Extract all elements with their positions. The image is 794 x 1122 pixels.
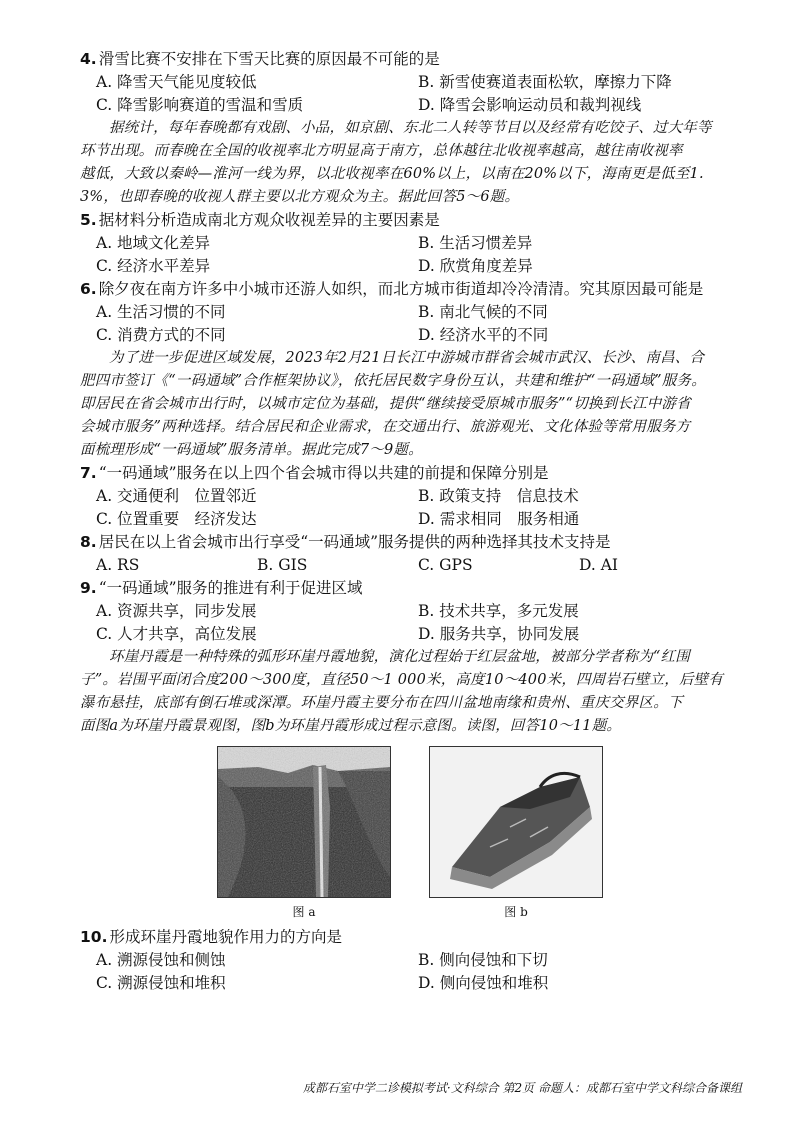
option-c: C. 人才共享，高位发展 xyxy=(96,625,257,643)
question-number: 8. xyxy=(80,533,97,551)
question-7-options xyxy=(80,485,740,531)
question-stem: 据材料分析造成南北方观众收视差异的主要因素是 xyxy=(98,211,440,229)
option-c: C. 降雪影响赛道的雪温和雪质 xyxy=(96,96,304,114)
option-a: A. 生活习惯的不同 xyxy=(96,303,226,321)
passage-danxia xyxy=(80,646,740,738)
option-b: B. 技术共享，多元发展 xyxy=(418,602,579,620)
passage-line: 瀑布悬挂，底部有倒石堆或深潭。环崖丹霞主要分布在四川盆地南缘和贵州、重庆交界区。下 xyxy=(80,695,683,711)
option-b: B. GIS xyxy=(257,556,308,574)
question-number: 5. xyxy=(80,211,97,229)
option-b: B. 南北气候的不同 xyxy=(418,303,548,321)
option-b: B. 新雪使赛道表面松软，摩擦力下降 xyxy=(418,73,672,91)
option-c: C. 位置重要 经济发达 xyxy=(96,510,257,528)
question-8 xyxy=(80,531,740,554)
question-6-options xyxy=(80,301,740,347)
question-number: 7. xyxy=(80,464,97,482)
option-b: B. 生活习惯差异 xyxy=(418,234,533,252)
option-d: D. 侧向侵蚀和堆积 xyxy=(418,974,549,992)
question-10-options xyxy=(80,949,740,995)
option-c: C. 溯源侵蚀和堆积 xyxy=(96,974,226,992)
passage-line: 即居民在省会城市出行时，以城市定位为基础，提供“继续接受原城市服务”“切换到长江中游省 xyxy=(80,396,691,412)
danxia-formation-diagram xyxy=(429,746,603,898)
question-5-options xyxy=(80,232,740,278)
option-a: A. 交通便利 位置邻近 xyxy=(96,487,257,505)
option-b: B. 政策支持 信息技术 xyxy=(418,487,579,505)
question-10 xyxy=(80,926,740,949)
question-number: 10. xyxy=(80,928,108,946)
question-8-options xyxy=(80,554,740,577)
passage-line: 面梳理形成“一码通域”服务清单。据此完成7～9题。 xyxy=(80,442,423,458)
question-7 xyxy=(80,462,740,485)
question-5 xyxy=(80,209,740,232)
option-d: D. 欣赏角度差异 xyxy=(418,257,533,275)
page-footer: 成都石室中学二诊模拟考试·文科综合 第2页 命题人：成都石室中学文科综合备课组 xyxy=(302,1081,742,1095)
passage-one-code xyxy=(80,347,740,462)
option-a: A. 降雪天气能见度较低 xyxy=(96,73,257,91)
option-c: C. 消费方式的不同 xyxy=(96,326,226,344)
page-content xyxy=(80,48,740,995)
option-a: A. 资源共享，同步发展 xyxy=(96,602,257,620)
option-d: D. 降雪会影响运动员和裁判视线 xyxy=(418,96,642,114)
option-d: D. 经济水平的不同 xyxy=(418,326,549,344)
passage-line: 面图a为环崖丹霞景观图，图b为环崖丹霞形成过程示意图。读图，回答10～11题。 xyxy=(80,718,622,734)
question-stem: 居民在以上省会城市出行享受“一码通域”服务提供的两种选择其技术支持是 xyxy=(98,533,611,551)
question-stem: “一码通域”服务的推进有利于促进区域 xyxy=(98,579,363,597)
passage-line: 子”。岩围平面闭合度200～300度，直径50～1 000米，高度10～400米，四周岩石壁立，后壁有 xyxy=(80,672,724,688)
passage-line: 3%，也即春晚的收视人群主要以北方观众为主。据此回答5～6题。 xyxy=(80,189,520,205)
option-a: A. RS xyxy=(96,556,140,574)
question-number: 9. xyxy=(80,579,97,597)
figure-a-caption: 图 a xyxy=(292,905,316,919)
figures-row xyxy=(80,746,740,920)
passage-line: 环崖丹霞是一种特殊的弧形环崖丹霞地貌，演化过程始于红层盆地，被部分学者称为“红围 xyxy=(109,649,690,665)
passage-line: 会城市服务”两种选择。结合居民和企业需求，在交通出行、旅游观光、文化体验等常用服务方 xyxy=(80,419,691,435)
passage-line: 越低，大致以秦岭—淮河一线为界，以北收视率在60%以上，以南在20%以下，海南更是低至1. xyxy=(80,166,704,182)
option-b: B. 侧向侵蚀和下切 xyxy=(418,951,548,969)
option-d: D. AI xyxy=(579,556,619,574)
passage-line: 环节出现。而春晚在全国的收视率北方明显高于南方，总体越往北收视率越高，越往南收视率 xyxy=(80,143,683,159)
passage-line: 肥四市签订《“一码通域”合作框架协议》，依托居民数字身份互认，共建和维护“一码通域”服务。 xyxy=(80,373,706,389)
question-4 xyxy=(80,48,740,71)
question-stem: 除夕夜在南方许多中小城市还游人如织，而北方城市街道却冷冷清清。究其原因最可能是 xyxy=(98,280,704,298)
figure-b xyxy=(429,746,603,920)
option-d: D. 服务共享，协同发展 xyxy=(418,625,580,643)
figure-a xyxy=(217,746,391,920)
option-d: D. 需求相同 服务相通 xyxy=(418,510,580,528)
question-number: 6. xyxy=(80,280,97,298)
question-stem: “一码通域”服务在以上四个省会城市得以共建的前提和保障分别是 xyxy=(98,464,549,482)
figure-b-caption: 图 b xyxy=(504,905,528,919)
question-4-options xyxy=(80,71,740,117)
question-9 xyxy=(80,577,740,600)
danxia-landscape-photo xyxy=(217,746,391,898)
question-9-options xyxy=(80,600,740,646)
option-c: C. GPS xyxy=(418,556,473,574)
option-a: A. 溯源侵蚀和侧蚀 xyxy=(96,951,226,969)
question-number: 4. xyxy=(80,50,97,68)
passage-line: 为了进一步促进区域发展，2023年2月21日长江中游城市群省会城市武汉、长沙、南昌、合 xyxy=(109,350,705,366)
question-stem: 形成环崖丹霞地貌作用力的方向是 xyxy=(109,928,342,946)
option-c: C. 经济水平差异 xyxy=(96,257,211,275)
option-a: A. 地域文化差异 xyxy=(96,234,211,252)
passage-line: 据统计，每年春晚都有戏剧、小品，如京剧、东北二人转等节目以及经常有吃饺子、过大年等 xyxy=(109,120,712,136)
question-stem: 滑雪比赛不安排在下雪天比赛的原因最不可能的是 xyxy=(98,50,440,68)
question-6 xyxy=(80,278,740,301)
passage-spring-gala xyxy=(80,117,740,209)
